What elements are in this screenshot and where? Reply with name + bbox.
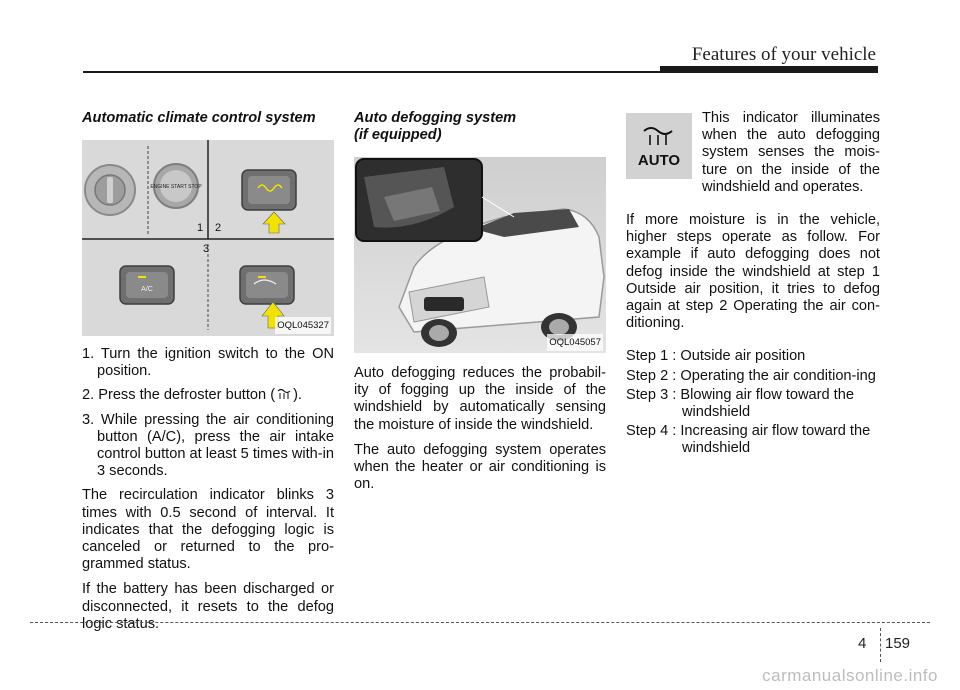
- paragraph: If the battery has been discharged or disconnected, it resets to the defog logic status.: [82, 581, 334, 632]
- paragraph: Auto defogging reduces the probabil-ity of fogging up the inside of the windshield by automatically sensing the moisture of inside the windshield.: [354, 365, 606, 433]
- step-label: Step 1 :: [626, 348, 677, 365]
- step-text: Operating the air condition-ing: [680, 367, 876, 384]
- column-auto-indicator: [626, 110, 880, 460]
- auto-indicator-label: AUTO: [637, 152, 681, 169]
- climate-steps-list: [82, 346, 334, 480]
- step-text: Blowing air flow toward the windshield: [680, 386, 854, 421]
- figure-climate-controls: [82, 140, 334, 336]
- figure-code: OQL045057: [547, 334, 603, 351]
- list-item: [82, 387, 334, 404]
- ac-button-label: A/C: [141, 286, 153, 293]
- watermark: carmanualsonline.info: [762, 666, 938, 685]
- figure-label-1: 1: [197, 222, 204, 234]
- figure-climate-illustration: [82, 140, 334, 336]
- column-climate-control: [82, 110, 334, 641]
- step-text: 2. Press the defroster button (: [82, 387, 276, 404]
- start-button-label: ENGINE START STOP: [150, 184, 202, 190]
- header-rule-accent: [660, 66, 878, 73]
- step-text: Outside air position: [680, 348, 806, 365]
- step-label: Step 4 :: [626, 423, 677, 440]
- paragraph: If more moisture is in the vehicle, higher steps operate as follow. For example if auto defogging does not defog inside the windshield at step 1 Outside air position, it tries to defog again at step 2 Operating the air con-ditioning.: [626, 212, 880, 332]
- footer-divider: [880, 628, 881, 662]
- step-label: Step 2 :: [626, 367, 677, 384]
- list-item: [626, 423, 880, 457]
- defog-steps-list: [626, 348, 880, 457]
- list-item: [82, 412, 334, 481]
- step-label: Step 3 :: [626, 386, 677, 403]
- list-item: [626, 368, 880, 385]
- list-item: [626, 348, 880, 365]
- section-subheading-if-equipped: (if equipped): [354, 127, 442, 143]
- chapter-number: 4: [858, 635, 867, 652]
- paragraph: The recirculation indicator blinks 3 times with 0.5 second of interval. It indicates that the defogging logic is canceled or returned to the pro-grammed status.: [82, 487, 334, 573]
- section-heading-climate: Automatic climate control system: [82, 110, 316, 126]
- vehicle-illustration: [354, 157, 606, 353]
- section-heading-auto-defog: Auto defogging system: [354, 110, 517, 126]
- list-item: [626, 387, 880, 421]
- figure-code: OQL045327: [275, 317, 331, 334]
- figure-vehicle: [354, 157, 606, 353]
- paragraph: The auto defogging system operates when the heater or air conditioning is on.: [354, 441, 606, 493]
- auto-defog-icon: [626, 113, 692, 179]
- header-title: Features of your vehicle: [691, 44, 876, 65]
- page-number: 159: [885, 635, 911, 652]
- auto-defog-indicator: [626, 113, 692, 179]
- step-text: 3. While pressing the air conditioning button (A/C), press the air intake control button at least 5 times with-in 3 seconds.: [82, 411, 334, 480]
- defroster-icon: [275, 387, 293, 401]
- list-item: [82, 346, 334, 380]
- figure-label-2: 2: [215, 222, 222, 234]
- step-text: Increasing air flow toward the windshield: [680, 423, 871, 457]
- step-text: 1. Turn the ignition switch to the ON position.: [82, 346, 334, 380]
- indicator-description: This indicator illuminates when the auto defogging system senses the mois-ture on the inside of the windshield and operates.: [702, 110, 880, 195]
- column-auto-defog: [354, 110, 606, 501]
- step-text-end: ).: [293, 387, 302, 404]
- footer-rule: [30, 622, 930, 623]
- figure-label-3: 3: [203, 243, 210, 255]
